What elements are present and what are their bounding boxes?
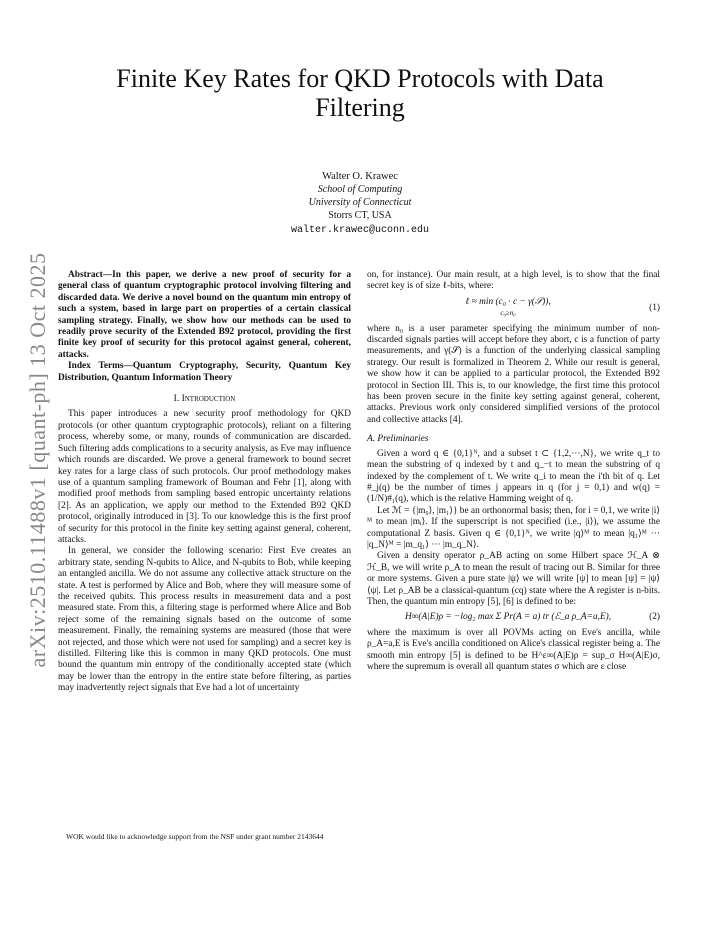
paragraph: This paper introduces a new security proof methodology for QKD protocols (or other quantum cryptographic protocols), reliant on a filtering process, whereby some, or many, rounds of communication are discarded. Such filtering adds complications to a security analysis, as Eve may influence which rounds are discarded. We prove a general framework to bound secret key rates for a large class of such protocols. Our proof methodology makes use of a quantum sampling framework of Bouman and Fehr [1], along with modified proof methods from sampling based entropic uncertainty relations [2]. As an application, we apply our method to the Extended B92 QKD protocol, originally introduced in [3]. To our knowledge this is the first proof of security for this protocol in the finite key setting against general, coherent, attacks. <box>58 409 351 545</box>
paragraph: on, for instance). Our main result, at a high level, is to show that the final secret key is of size ℓ-bits, where: <box>367 270 660 292</box>
equation-subscript: c₀≥n₀ <box>500 309 516 318</box>
section-heading: I. Introduction <box>173 394 236 405</box>
author-location: Storrs CT, USA <box>328 210 392 221</box>
paragraph: In general, we consider the following scenario: First Eve creates an arbitrary state, sending N-qubits to Alice, and N-qubits to Bob, while keeping an entangled ancilla. We do not assume any collective attack structure on the state. A test is performed by Alice and Bob, where they will measure some of the received qubits. This process results in measurement data and a post measured state. From this, a filtering stage is performed where Alice and Bob reject some of the remaining signals based on the outcome of some measurement. Finally, the remaining systems are measured (those that were not rejected, and those which were not used for sampling) and a secret key is distilled. Filtering like this is common in many QKD protocols. One must bound the quantum min entropy of the conditionally accepted state (which may be lower than the entropy in the entire state before filtering, as parties may inadvertently reject signals that Eve had a lot of uncertainty <box>58 546 351 694</box>
author-email: walter.krawec@uconn.edu <box>290 225 430 236</box>
abstract: Abstract—In this paper, we derive a new proof of security for a general class of quantum cryptographic protocol involving filtering and discarded data. We derive a novel bound on the quantum min entropy of such a system, based in large part on properties of a certain classical sampling strategy. Finally, we show how our methods can be used to readily prove security of the Extended B92 protocol, providing the first finite key proof of security for this protocol against general, coherent, attacks. <box>58 270 351 360</box>
equation-number: (1) <box>649 302 660 313</box>
paragraph: where the maximum is over all POVMs acting on Eve's ancilla, while ρ_A=a,E is Eve's ancilla conditioned on Alice's classical register being a. The smooth min entropy [5] is defined to be H^ε∞(A|E)ρ = sup_σ H∞(A|E)σ, where the supremum is overall all quantum states σ which are ε close <box>367 627 660 672</box>
paper-title: Finite Key Rates for QKD Protocols with Data Filtering <box>116 64 604 122</box>
equation-body: ℓ ≈ min (c₀ · c − γ(𝒮)), <box>465 296 551 307</box>
paragraph: where n₀ is a user parameter specifying the minimum number of non-discarded signals parties will accept before they abort, c is a function of party measurements, and γ(𝒮) is a function of the underlying classical sampling strategy. Our result is formalized in Theorem 2. While our result is general, we show how it can be applied to a particular protocol, the Extended B92 protocol in Section III. This is, to our knowledge, the first time this protocol has been proven secure in the finite key setting against general, coherent, attacks. Previous work only considered simplified versions of the protocol and collective attacks [4]. <box>367 323 660 425</box>
author-univ: University of Connecticut <box>308 197 412 208</box>
footnote: WOK would like to acknowledge support from the NSF under grant number 2143644 <box>66 832 324 841</box>
equation-2 <box>367 612 660 623</box>
subsection-heading: A. Preliminaries <box>367 434 429 445</box>
index-terms: Index Terms—Quantum Cryptography, Security, Quantum Key Distribution, Quantum Information Theory <box>58 361 351 383</box>
equation-number: (2) <box>649 612 660 623</box>
author-name: Walter O. Krawec <box>322 171 398 182</box>
author-dept: School of Computing <box>317 184 403 195</box>
left-column <box>58 270 351 695</box>
arxiv-stamp: arXiv:2510.11488v1 [quant-ph] 13 Oct 2025 <box>25 252 50 668</box>
equation-1 <box>367 297 660 320</box>
paragraph: Given a density operator ρ_AB acting on some Hilbert space ℋ_A ⊗ ℋ_B, we will write ρ_A to mean the result of tracing out B. Similar for three or more systems. Given a pure state |ψ⟩ we will write [ψ] to mean [ψ] = |ψ⟩⟨ψ|. Let ρ_AB be a classical-quantum (cq) state where the A register is n-bits. Then, the quantum min entropy [5], [6] is defined to be: <box>367 551 660 607</box>
author-block <box>70 170 650 237</box>
paragraph: Given a word q ∈ {0,1}ᴺ, and a subset t ⊂ {1,2,···,N}, we write q_t to mean the substring of q indexed by t and q_−t to mean the substring of q indexed by the complement of t. We write q_i to mean the i'th bit of q. Let #_j(q) be the number of times j appears in q (for j = 0,1) and w(q) = (1/N)#₁(q), which is the relative Hamming weight of q. <box>367 448 660 505</box>
equation-body: H∞(A|E)ρ = −log₂ max Σ Pr(A = a) tr (ℰ_a ρ_A=a,E), <box>404 612 612 623</box>
footnote-block <box>58 822 351 841</box>
right-column <box>367 270 660 673</box>
paragraph: Let ℳ = {|m₀⟩, |m₁⟩} be an orthonormal basis; then, for i = 0,1, we write |i⟩ᴹ to mean |mᵢ⟩. If the superscript is not specified (i.e., |i⟩), we assume the computational Z basis. Given q ∈ {0,1}ᴺ, we write |q⟩ᴹ to mean |q₁⟩ᴹ ··· |q_N⟩ᴹ = |m_q₁⟩ ··· |m_q_N⟩. <box>367 505 660 550</box>
